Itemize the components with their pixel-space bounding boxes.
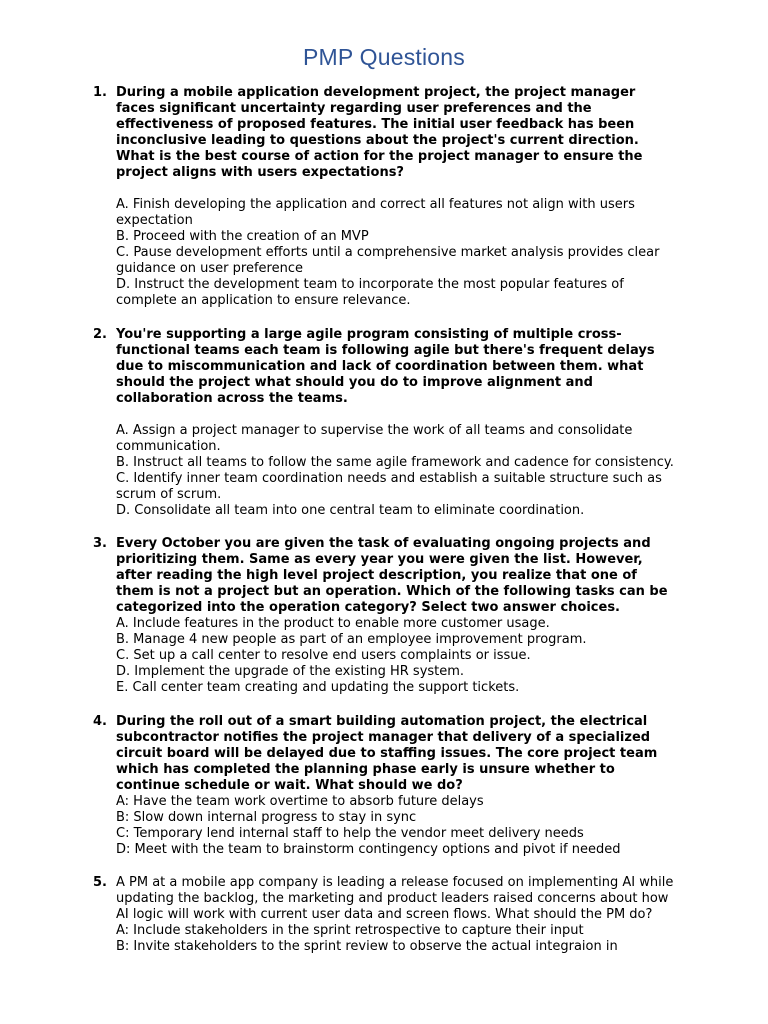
answer-option: A. Include features in the product to enable more customer usage. bbox=[116, 616, 550, 631]
question-3 bbox=[93, 536, 678, 696]
answer-option: B: Invite stakeholders to the sprint review to observe the actual integraion in bbox=[116, 939, 618, 954]
question-number: 5. bbox=[93, 875, 107, 890]
answer-option: A: Include stakeholders in the sprint retrospective to capture their input bbox=[116, 923, 584, 938]
question-number: 1. bbox=[93, 85, 107, 100]
answer-option: D. Implement the upgrade of the existing HR system. bbox=[116, 664, 465, 679]
answer-option: D: Meet with the team to brainstorm contingency options and pivot if needed bbox=[116, 842, 621, 857]
question-2 bbox=[93, 327, 678, 519]
answer-option: C. Set up a call center to resolve end users complaints or issue. bbox=[116, 648, 531, 663]
question-5 bbox=[93, 875, 678, 955]
question-1 bbox=[93, 85, 678, 309]
answer-option: C. Pause development efforts until a comprehensive market analysis provides clear guidance on user preference bbox=[116, 245, 660, 276]
question-stem: Every October you are given the task of evaluating ongoing projects and prioritizing them. Same as every year you were given the list. However, after reading the high level project description, you realize that one of them is not a project but an operation. Which of the following tasks can be categorized into the operation category? Select two answer choices. bbox=[116, 536, 668, 615]
question-stem: You're supporting a large agile program consisting of multiple cross-functional teams each team is following agile but there's frequent delays due to miscommunication and lack of coordination between them. what should the project what should you do to improve alignment and collaboration across the teams. bbox=[116, 327, 655, 406]
answer-option: B. Instruct all teams to follow the same agile framework and cadence for consistency. bbox=[116, 455, 674, 470]
question-4 bbox=[93, 714, 678, 858]
question-stem: A PM at a mobile app company is leading a release focused on implementing AI while updating the backlog, the marketing and product leaders raised concerns about how AI logic will work with current user data and screen flows. What should the PM do? bbox=[116, 875, 674, 922]
answer-option: B. Proceed with the creation of an MVP bbox=[116, 229, 369, 244]
question-number: 3. bbox=[93, 536, 107, 551]
page-title: PMP Questions bbox=[303, 44, 465, 70]
answer-option: C: Temporary lend internal staff to help the vendor meet delivery needs bbox=[116, 826, 584, 841]
question-number: 4. bbox=[93, 714, 107, 729]
answer-option: A. Finish developing the application and correct all features not align with users expectation bbox=[116, 197, 635, 228]
answer-option: C. Identify inner team coordination needs and establish a suitable structure such as scrum of scrum. bbox=[116, 471, 662, 502]
answer-option: B. Manage 4 new people as part of an employee improvement program. bbox=[116, 632, 587, 647]
answer-option: A. Assign a project manager to supervise the work of all teams and consolidate communication. bbox=[116, 423, 633, 454]
answer-option: B: Slow down internal progress to stay in sync bbox=[116, 810, 417, 825]
answer-option: E. Call center team creating and updating the support tickets. bbox=[116, 680, 520, 695]
question-number: 2. bbox=[93, 327, 107, 342]
answer-option: A: Have the team work overtime to absorb future delays bbox=[116, 794, 484, 809]
question-stem: During a mobile application development project, the project manager faces significant uncertainty regarding user preferences and the effectiveness of proposed features. The initial user feedback has been inconclusive leading to questions about the project's current direction. What is the best course of action for the project manager to ensure the project aligns with users expectations? bbox=[116, 85, 643, 180]
question-stem: During the roll out of a smart building automation project, the electrical subcontractor notifies the project manager that delivery of a specialized circuit board will be delayed due to staffing issues. The core project team which has completed the planning phase early is unsure whether to continue schedule or wait. What should we do? bbox=[116, 714, 658, 793]
answer-option: D. Instruct the development team to incorporate the most popular features of complete an application to ensure relevance. bbox=[116, 277, 624, 308]
answer-option: D. Consolidate all team into one central team to eliminate coordination. bbox=[116, 503, 585, 518]
